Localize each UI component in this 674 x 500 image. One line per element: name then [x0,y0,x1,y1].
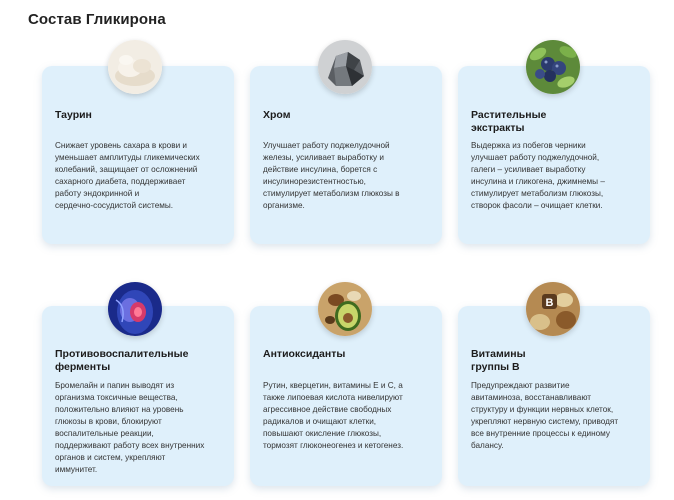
card-title: Растительные экстракты [471,109,547,134]
page-title: Состав Гликирона [28,11,166,28]
vitamin-b-badge: B [545,297,554,309]
vitamin-b-food-image [526,282,580,336]
card-title: Хром [263,109,291,121]
card-text: Рутин, кверцетин, витамины Е и С, а также липоевая кислота нивелируют агрессивное действие свободных радикалов и очищают клетки, повышают окисление глюкозы, тормозят глюконеогенез и кетогенез. [263,381,404,450]
card-title: Таурин [55,109,92,121]
card-text: Выдержка из побегов черники улучшает работу поджелудочной, галеги – усиливает выработку инсулина и гликогена, джимнемы – стимулирует метаболизм глюкозы, створок фасоли – очищает клетки. [471,141,605,210]
card-text: Улучшает работу поджелудочной железы, усиливает выработку и действие инсулина, борется с инсулинорезистентностью, стимулирует метаболизм глюкозы в организме. [263,141,400,210]
card-text: Бромелайн и папин выводят из организма токсичные вещества, положительно влияют на уровень глюкозы в крови, блокируют воспалительные реакции, поддерживают работу всех внутренних органов и систем, укрепляют иммунитет. [55,381,205,474]
card-title: Витамины группы В [471,348,526,373]
card-text: Предупреждают развитие авитаминоза, восстанавливают структуру и функции нервных клеток, укрепляют нервную систему, приводят все внутренние процессы к единому балансу. [471,381,619,450]
card-text: Снижает уровень сахара в крови и уменьшает амплитуды гликемических колебаний, защищает от осложнений сахарного диабета, поддерживает работу эндокринной и сердечно-сосудистой системы. [55,141,200,210]
powder-image [108,40,162,94]
chromium-mineral-image [318,40,372,94]
avocado-nuts-image [318,282,372,336]
blueberries-image [526,40,580,94]
card-title: Противовоспалительные ферменты [55,348,189,373]
card-title: Антиоксиданты [263,348,346,360]
inflammation-image [108,282,162,336]
